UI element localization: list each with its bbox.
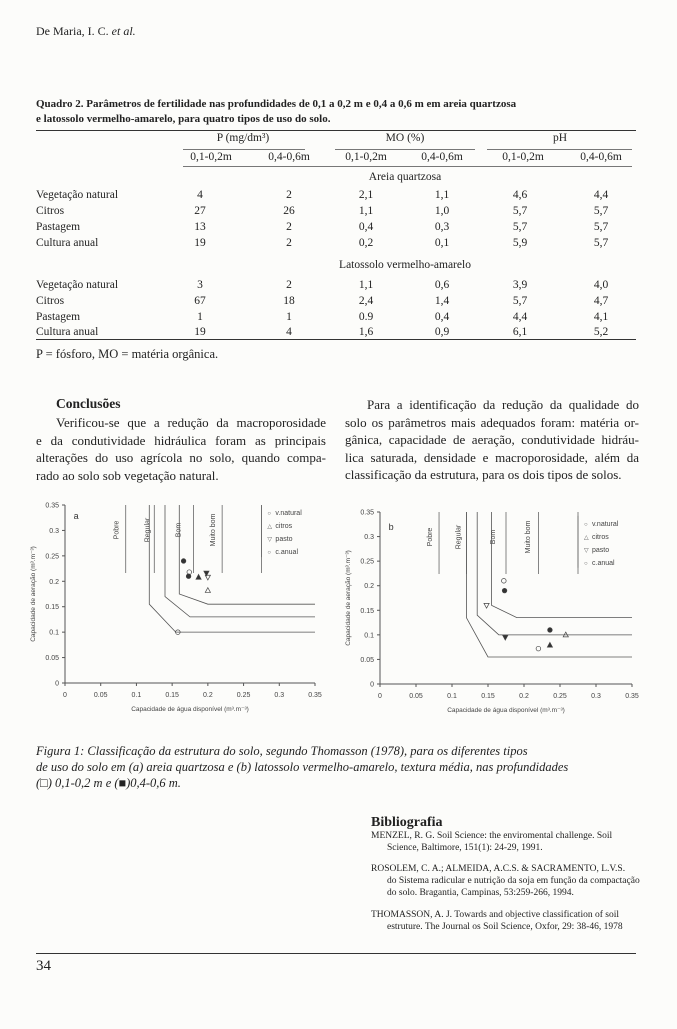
y-tick-label: 0.3 (364, 534, 374, 542)
data-point-c-anual (536, 646, 541, 651)
y-tick-label: 0.35 (360, 509, 374, 517)
chart-a (20, 497, 335, 725)
legend-label: v.natural (275, 510, 302, 518)
x-tick-label: 0.2 (202, 692, 213, 699)
cell: 1,0 (434, 205, 450, 217)
cell: 5,7 (512, 295, 528, 307)
y-tick-label: 0.15 (45, 604, 59, 612)
legend-label: pasto (592, 546, 610, 554)
x-tick-label: 0.1 (447, 693, 457, 700)
data-point-citros (205, 588, 210, 593)
group-rule-p (183, 149, 305, 150)
conclusions-right-text (345, 396, 639, 484)
cell: 67 (194, 295, 206, 307)
cell: 0,4 (434, 311, 450, 323)
depth-header: 0,4-0,6m (268, 151, 310, 163)
depth-header: 0,4-0,6m (580, 151, 622, 163)
row-label: Vegetação natural (36, 279, 119, 291)
x-tick-label: 0.35 (308, 692, 322, 699)
class-boundary-line (477, 512, 632, 635)
zone-label: Muito bom (524, 520, 532, 554)
cell: 1,6 (358, 326, 374, 338)
depth-header-rule (183, 166, 632, 167)
y-axis-title: Capacidade de aeração (m³.m⁻³) (30, 546, 37, 642)
x-tick-label: 0.1 (131, 692, 142, 699)
row-label: Pastagem (36, 311, 81, 323)
table-title-line2: e latossolo vermelho-amarelo, para quatro tipos de uso do solo. (36, 113, 331, 125)
paragraph-line: alterações do uso agrícola no solo, quando compa- (36, 450, 326, 465)
paragraph-line: lica saturada, densidade e macroporosidade, além da (345, 449, 639, 465)
cell: 5,7 (512, 205, 528, 217)
paragraph-line: classificação da estrutura, para os dois tipos de solos. (345, 467, 622, 482)
cell: 1 (286, 311, 292, 323)
table-bottom-rule (36, 339, 636, 340)
y-tick-label: 0.1 (49, 629, 59, 637)
cell: 1,1 (434, 189, 450, 201)
legend-symbol: △ (267, 524, 273, 531)
section-heading-bibliografia: Bibliografia (371, 815, 443, 830)
legend-symbol: ○ (584, 521, 588, 528)
header-mo: MO (%) (385, 132, 425, 144)
data-point-v-natural (548, 628, 553, 633)
cell: 1,4 (434, 295, 450, 307)
y-tick-label: 0 (370, 681, 374, 689)
paragraph-line: solo os parâmetros mais adequados foram: matéria or- (345, 414, 639, 430)
panel-label: a (73, 511, 79, 522)
x-tick-label: 0 (63, 692, 67, 699)
table-title (36, 97, 636, 127)
running-head (36, 24, 136, 39)
x-tick-label: 0.3 (274, 692, 285, 699)
reference-item (371, 863, 640, 899)
depth-header: 0,1-0,2m (190, 151, 232, 163)
depth-header: 0,4-0,6m (421, 151, 463, 163)
x-tick-label: 0.3 (591, 693, 601, 700)
zone-label: Regular (144, 517, 152, 543)
cell: 1,1 (358, 279, 374, 291)
footer-rule (36, 953, 636, 954)
reference-first-line: MENZEL, R. G. Soil Science: the enviromental challenge. Soil (371, 831, 613, 841)
y-tick-label: 0.05 (360, 656, 374, 664)
x-tick-label: 0.05 (409, 693, 423, 700)
cell: 1,1 (358, 205, 374, 217)
row-label: Cultura anual (36, 326, 99, 338)
data-point-pasto (503, 635, 508, 640)
data-point-c-anual (502, 588, 507, 593)
table-note: P = fósforo, MO = matéria orgânica. (36, 347, 219, 361)
x-axis-title: Capacidade de água disponível (m³.m⁻³) (447, 707, 565, 714)
soil-group-label: Latossolo vermelho-amarelo (339, 259, 471, 271)
x-tick-label: 0.15 (481, 693, 495, 700)
x-tick-label: 0.05 (93, 692, 108, 699)
cell: 5,7 (512, 221, 528, 233)
data-point-citros (196, 574, 201, 579)
x-tick-label: 0.2 (519, 693, 529, 700)
cell: 2 (286, 189, 292, 201)
caption-line: Figura 1: Classificação da estrutura do solo, segundo Thomasson (1978), para os diferentes tipos (36, 744, 528, 758)
cell: 19 (194, 326, 206, 338)
legend-label: citros (592, 533, 609, 541)
soil-group-label: Areia quartzosa (368, 171, 442, 183)
header-ph: pH (552, 132, 568, 144)
data-point-pasto (484, 603, 489, 608)
cell: 0,2 (358, 237, 374, 249)
y-tick-label: 0.15 (360, 607, 374, 615)
section-heading-conclusoes: Conclusões (56, 396, 121, 411)
y-tick-label: 0.05 (45, 655, 59, 663)
cell: 26 (283, 205, 295, 217)
caption-line: (□) 0,1-0,2 m e (■)0,4-0,6 m. (36, 776, 181, 790)
cell: 0,4 (358, 221, 374, 233)
x-tick-label: 0.25 (236, 692, 251, 699)
reference-continuation: Science, Baltimore, 151(1): 24-29, 1991. (387, 843, 543, 853)
y-tick-label: 0.25 (45, 553, 59, 561)
cell: 3,9 (512, 279, 528, 291)
y-tick-label: 0.25 (360, 558, 374, 566)
row-label: Cultura anual (36, 237, 99, 249)
paragraph-line: rado ao solo sob vegetação natural. (36, 467, 219, 483)
chart-b (335, 505, 650, 725)
y-tick-label: 0.3 (49, 527, 59, 535)
reference-continuation: do Sistema radicular e nutrição da soja em função da compactação do solo. Bragantia, Campinas, 53:259-266, 1994. (387, 876, 640, 898)
reference-first-line: THOMASSON, A. J. Towards and objective classification of soil (371, 910, 619, 920)
paragraph-line: e da condutividade hidráulica foram as principais (36, 432, 326, 448)
data-point-c-anual (181, 559, 186, 564)
depth-header: 0,1-0,2m (502, 151, 544, 163)
cell: 5,9 (512, 237, 528, 249)
zone-label: Bom (175, 522, 183, 538)
y-axis-title: Capacidade de aeração (m³.m⁻³) (345, 550, 352, 646)
zone-label: Pobre (426, 527, 434, 547)
running-head-etal: et al. (111, 24, 136, 38)
cell: 3 (197, 279, 203, 291)
panel-label: b (388, 522, 394, 533)
table-title-line1: Quadro 2. Parâmetros de fertilidade nas profundidades de 0,1 a 0,2 m e 0,4 a 0,6 m em areia quartzosa (36, 98, 517, 110)
table-top-rule (36, 130, 636, 131)
cell: 2,1 (358, 189, 374, 201)
group-rule-mo (335, 149, 475, 150)
row-label: Citros (36, 295, 65, 307)
x-tick-label: 0.35 (625, 693, 639, 700)
cell: 5,7 (593, 221, 609, 233)
group-rule-ph (487, 149, 632, 150)
cell: 4 (197, 189, 203, 201)
running-head-authors: De Maria, I. C. (36, 24, 112, 38)
legend-symbol: ○ (584, 560, 588, 567)
depth-header: 0,1-0,2m (345, 151, 387, 163)
cell: 5,7 (593, 205, 609, 217)
cell: 4,4 (593, 189, 609, 201)
cell: 0,1 (434, 237, 450, 249)
zone-label: Regular (455, 524, 463, 550)
header-p: P (mg/dm³) (216, 132, 270, 144)
cell: 4,4 (512, 311, 528, 323)
reference-item (371, 909, 640, 933)
cell: 4,1 (593, 311, 609, 323)
cell: 27 (194, 205, 206, 217)
legend-label: c.anual (592, 559, 615, 567)
legend-symbol: △ (584, 534, 589, 541)
data-point-v-natural (502, 579, 507, 584)
data-point-citros (547, 642, 552, 647)
legend-symbol: ▽ (267, 537, 273, 544)
cell: 1 (197, 311, 203, 323)
cell: 0,9 (434, 326, 450, 338)
legend-label: pasto (275, 536, 293, 544)
y-tick-label: 0.1 (364, 632, 374, 640)
cell: 0,6 (434, 279, 450, 291)
row-label: Vegetação natural (36, 189, 119, 201)
caption-line: de uso do solo em (a) areia quartzosa e (b) latossolo vermelho-amarelo, textura média, nas profundidades (36, 760, 569, 774)
figure-caption (36, 743, 636, 791)
row-label: Citros (36, 205, 65, 217)
cell: 2,4 (358, 295, 374, 307)
legend-symbol: ▽ (584, 547, 589, 554)
cell: 19 (194, 237, 206, 249)
legend-label: citros (275, 523, 293, 531)
zone-label: Bom (490, 529, 498, 545)
legend-label: c.anual (275, 549, 299, 557)
cell: 0.9 (358, 311, 374, 323)
zone-label: Muito bom (210, 513, 217, 547)
legend-symbol: ○ (267, 511, 272, 518)
reference-item (371, 830, 640, 854)
x-axis-title: Capacidade de água disponível (m³.m⁻³) (131, 706, 249, 713)
paragraph-line: gânica, capacidade de aeração, condutividade hidráu- (345, 432, 639, 447)
row-label: Pastagem (36, 221, 81, 233)
y-tick-label: 0.35 (45, 502, 59, 510)
cell: 4,6 (512, 189, 528, 201)
y-tick-label: 0.2 (364, 583, 374, 591)
cell: 0,3 (434, 221, 450, 233)
paragraph-line: Para a identificação da redução da qualidade do (367, 397, 639, 412)
paragraph-line: Verificou-se que a redução da macroporosidade (56, 415, 326, 430)
page-number: 34 (36, 958, 51, 974)
y-tick-label: 0.2 (49, 578, 59, 586)
reference-continuation: estruture. The Journal os Soil Science, Oxfor, 29: 38-46, 1978 (387, 922, 623, 932)
x-tick-label: 0.15 (165, 692, 179, 699)
data-point-v-natural (186, 574, 191, 579)
cell: 6,1 (512, 326, 528, 338)
cell: 4,0 (593, 279, 609, 291)
legend-symbol: ○ (267, 550, 272, 557)
zone-label: Pobre (113, 520, 121, 540)
conclusions-left-text (36, 414, 326, 484)
cell: 13 (194, 221, 206, 233)
cell: 2 (286, 279, 292, 291)
cell: 2 (286, 237, 292, 249)
cell: 4,7 (593, 295, 609, 307)
x-tick-label: 0 (378, 693, 382, 700)
cell: 5,7 (593, 237, 609, 249)
cell: 4 (286, 326, 292, 338)
class-boundary-line (165, 505, 315, 617)
y-tick-label: 0 (55, 680, 59, 688)
x-tick-label: 0.25 (553, 693, 567, 700)
cell: 2 (286, 221, 292, 233)
reference-first-line: ROSOLEM, C. A.; ALMEIDA, A.C.S. & SACRAMENTO, L.V.S. (371, 864, 626, 874)
legend-label: v.natural (592, 520, 619, 528)
cell: 18 (283, 295, 295, 307)
cell: 5,2 (593, 326, 609, 338)
